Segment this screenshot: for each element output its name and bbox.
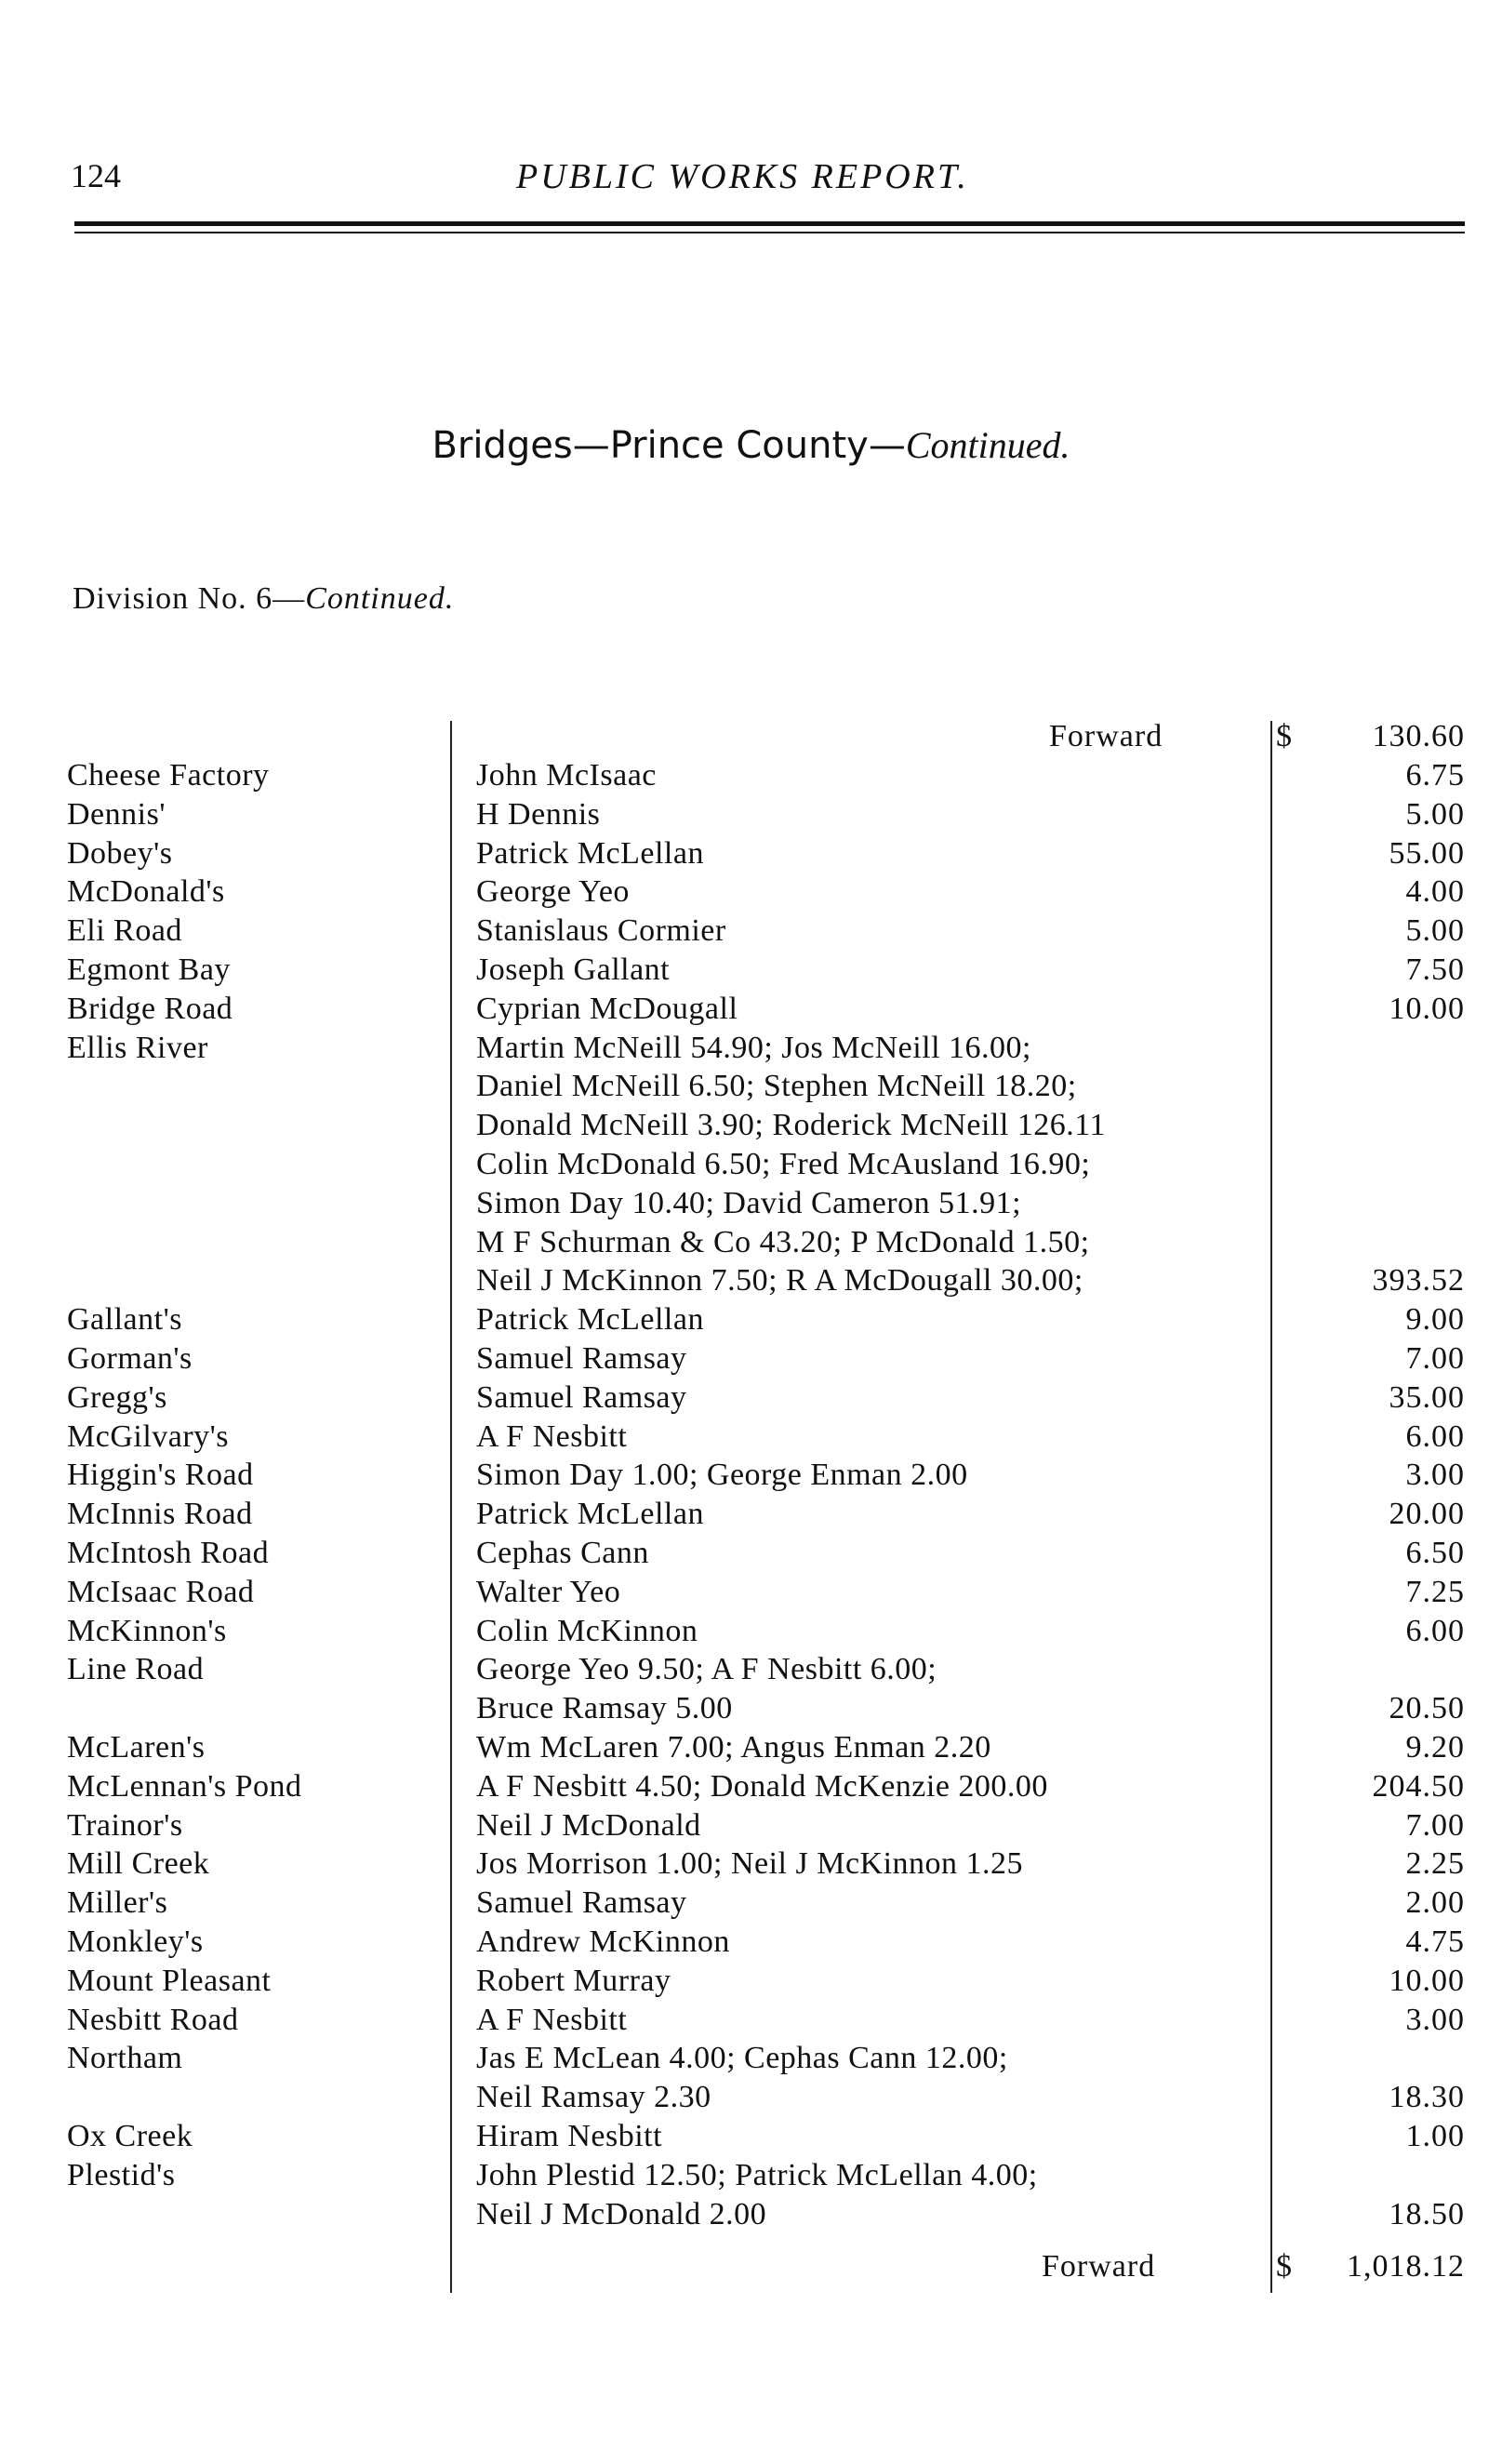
payee-cell: Simon Day 10.40; David Cameron 51.91;: [476, 1186, 1022, 1220]
ledger-row: [0, 1925, 1502, 1964]
amount-cell: 55.00: [1389, 836, 1465, 871]
amount-cell: 10.00: [1389, 1964, 1465, 1998]
forward-top-label: Forward: [1049, 719, 1163, 753]
amount-cell: 6.00: [1405, 1614, 1465, 1648]
payee-cell: Walter Yeo: [476, 1575, 621, 1609]
amount-cell: 2.25: [1405, 1846, 1465, 1881]
ledger-row: [0, 1730, 1502, 1769]
ledger-row: [0, 952, 1502, 992]
payee-cell: Colin McKinnon: [476, 1614, 698, 1648]
forward-top-amount: 130.60: [1372, 719, 1465, 753]
place-cell: Ox Creek: [67, 2119, 193, 2153]
header-rule-thick: [74, 221, 1465, 226]
header-rule-thin: [74, 232, 1465, 233]
amount-cell: 393.52: [1372, 1263, 1465, 1298]
payee-cell: Samuel Ramsay: [476, 1885, 687, 1920]
page-number: 124: [71, 157, 121, 194]
place-cell: Line Road: [67, 1652, 205, 1686]
ledger-row: [0, 1341, 1502, 1380]
ledger-row: [0, 1263, 1502, 1302]
payee-cell: John McIsaac: [476, 758, 657, 792]
amount-cell: 4.00: [1405, 874, 1465, 909]
place-cell: McKinnon's: [67, 1614, 227, 1648]
amount-cell: 7.00: [1405, 1341, 1465, 1376]
amount-cell: 5.00: [1405, 797, 1465, 832]
amount-cell: 9.00: [1405, 1302, 1465, 1337]
ledger-row: [0, 1225, 1502, 1264]
ledger-row: [0, 2197, 1502, 2236]
payee-cell: Cephas Cann: [476, 1536, 649, 1570]
amount-cell: 3.00: [1405, 1458, 1465, 1492]
amount-cell: 9.20: [1405, 1730, 1465, 1765]
payee-cell: Neil J McDonald 2.00: [476, 2197, 767, 2231]
ledger-row: [0, 1769, 1502, 1808]
payee-cell: Colin McDonald 6.50; Fred McAusland 16.90;: [476, 1147, 1091, 1181]
running-title: PUBLIC WORKS REPORT.: [516, 157, 969, 196]
forward-bottom-currency: $: [1276, 2249, 1292, 2284]
payee-cell: A F Nesbitt: [476, 2003, 628, 2037]
amount-cell: 7.50: [1405, 952, 1465, 987]
payee-cell: Jas E McLean 4.00; Cephas Cann 12.00;: [476, 2041, 1008, 2075]
amount-cell: 6.75: [1405, 758, 1465, 792]
place-cell: Gallant's: [67, 1302, 182, 1337]
place-cell: Ellis River: [67, 1031, 208, 1065]
ledger-row: [0, 1186, 1502, 1225]
ledger-row: [0, 2119, 1502, 2158]
payee-cell: Daniel McNeill 6.50; Stephen McNeill 18.20;: [476, 1069, 1077, 1103]
ledger-row: [0, 1614, 1502, 1653]
place-cell: Monkley's: [67, 1925, 204, 1959]
section-continued: Continued.: [905, 424, 1070, 466]
place-cell: Bridge Road: [67, 992, 233, 1026]
forward-bottom-label: Forward: [1042, 2249, 1156, 2284]
place-cell: Higgin's Road: [67, 1458, 254, 1492]
section-title-text: Bridges—Prince County—: [432, 424, 906, 467]
ledger-row: [0, 1147, 1502, 1186]
section-title: [0, 423, 1502, 467]
ledger-row: [0, 1031, 1502, 1070]
ledger-row: [0, 1846, 1502, 1885]
amount-cell: 18.50: [1389, 2197, 1465, 2231]
payee-cell: Robert Murray: [476, 1964, 671, 1998]
payee-cell: Jos Morrison 1.00; Neil J McKinnon 1.25: [476, 1846, 1024, 1881]
ledger-row: [0, 1108, 1502, 1147]
ledger-row: [0, 1808, 1502, 1847]
ledger-row: [0, 2080, 1502, 2119]
payee-cell: Donald McNeill 3.90; Roderick McNeill 126.11: [476, 1108, 1107, 1142]
place-cell: McIsaac Road: [67, 1575, 255, 1609]
amount-cell: 7.25: [1405, 1575, 1465, 1609]
ledger-row: [0, 797, 1502, 836]
ledger-row: [0, 1652, 1502, 1691]
payee-cell: George Yeo 9.50; A F Nesbitt 6.00;: [476, 1652, 937, 1686]
place-cell: McGilvary's: [67, 1419, 230, 1454]
ledger-row: [0, 874, 1502, 913]
ledger-row: [0, 1497, 1502, 1536]
place-cell: Dennis': [67, 797, 166, 832]
payee-cell: A F Nesbitt: [476, 1419, 628, 1454]
amount-cell: 10.00: [1389, 992, 1465, 1026]
amount-cell: 5.00: [1405, 913, 1465, 948]
place-cell: McInnis Road: [67, 1497, 253, 1531]
ledger-row: [0, 2003, 1502, 2042]
division-continued: Continued.: [305, 581, 455, 616]
place-cell: Miller's: [67, 1885, 168, 1920]
place-cell: Plestid's: [67, 2158, 176, 2192]
amount-cell: 35.00: [1389, 1380, 1465, 1415]
amount-cell: 18.30: [1389, 2080, 1465, 2114]
place-cell: Northam: [67, 2041, 183, 2075]
place-cell: McLennan's Pond: [67, 1769, 302, 1804]
payee-cell: Patrick McLellan: [476, 1497, 704, 1531]
place-cell: Mill Creek: [67, 1846, 210, 1881]
payee-cell: John Plestid 12.50; Patrick McLellan 4.00;: [476, 2158, 1038, 2192]
payee-cell: A F Nesbitt 4.50; Donald McKenzie 200.00: [476, 1769, 1048, 1804]
payee-cell: Hiram Nesbitt: [476, 2119, 663, 2153]
amount-cell: 204.50: [1372, 1769, 1465, 1804]
payee-cell: Samuel Ramsay: [476, 1380, 687, 1415]
payee-cell: Patrick McLellan: [476, 836, 704, 871]
place-cell: Gorman's: [67, 1341, 193, 1376]
ledger-row: [0, 1885, 1502, 1925]
payee-cell: H Dennis: [476, 797, 601, 832]
ledger-row: [0, 992, 1502, 1031]
place-cell: Egmont Bay: [67, 952, 231, 987]
amount-cell: 20.50: [1389, 1691, 1465, 1725]
ledger-row: [0, 1458, 1502, 1497]
page-header: [0, 156, 1502, 203]
forward-top-currency: $: [1276, 719, 1292, 753]
payee-cell: Wm McLaren 7.00; Angus Enman 2.20: [476, 1730, 991, 1765]
ledger-row: [0, 1302, 1502, 1341]
payee-cell: Samuel Ramsay: [476, 1341, 687, 1376]
place-cell: Nesbitt Road: [67, 2003, 239, 2037]
ledger-row: [0, 1419, 1502, 1458]
amount-cell: 1.00: [1405, 2119, 1465, 2153]
payee-cell: Stanislaus Cormier: [476, 913, 726, 948]
payee-cell: Andrew McKinnon: [476, 1925, 730, 1959]
place-cell: McDonald's: [67, 874, 225, 909]
payee-cell: Neil J McKinnon 7.50; R A McDougall 30.00;: [476, 1263, 1083, 1298]
payee-cell: Neil J McDonald: [476, 1808, 701, 1843]
ledger-row: [0, 1536, 1502, 1575]
ledger-row: [0, 2041, 1502, 2080]
ledger-row: [0, 2158, 1502, 2197]
amount-cell: 20.00: [1389, 1497, 1465, 1531]
amount-cell: 2.00: [1405, 1885, 1465, 1920]
ledger-row: [0, 758, 1502, 797]
division-heading: [73, 581, 454, 617]
ledger-row: [0, 1069, 1502, 1108]
payee-cell: Martin McNeill 54.90; Jos McNeill 16.00;: [476, 1031, 1032, 1065]
ledger-row: [0, 1380, 1502, 1419]
place-cell: Mount Pleasant: [67, 1964, 272, 1998]
place-cell: Trainor's: [67, 1808, 183, 1843]
amount-cell: 6.50: [1405, 1536, 1465, 1570]
payee-cell: M F Schurman & Co 43.20; P McDonald 1.50;: [476, 1225, 1090, 1259]
payee-cell: Cyprian McDougall: [476, 992, 738, 1026]
amount-cell: 7.00: [1405, 1808, 1465, 1843]
forward-bottom-amount: 1,018.12: [1347, 2249, 1465, 2284]
payee-cell: Bruce Ramsay 5.00: [476, 1691, 733, 1725]
payee-cell: George Yeo: [476, 874, 630, 909]
amount-cell: 6.00: [1405, 1419, 1465, 1454]
division-label: Division No. 6—: [73, 581, 306, 616]
ledger-row: [0, 913, 1502, 952]
ledger-row: [0, 836, 1502, 875]
place-cell: Gregg's: [67, 1380, 167, 1415]
amount-cell: 4.75: [1405, 1925, 1465, 1959]
ledger-row: [0, 1575, 1502, 1614]
place-cell: Cheese Factory: [67, 758, 270, 792]
place-cell: Eli Road: [67, 913, 182, 948]
place-cell: McIntosh Road: [67, 1536, 270, 1570]
ledger-row: [0, 1964, 1502, 2003]
payee-cell: Patrick McLellan: [476, 1302, 704, 1337]
payee-cell: Joseph Gallant: [476, 952, 671, 987]
amount-cell: 3.00: [1405, 2003, 1465, 2037]
payee-cell: Neil Ramsay 2.30: [476, 2080, 711, 2114]
place-cell: Dobey's: [67, 836, 173, 871]
place-cell: McLaren's: [67, 1730, 206, 1765]
payee-cell: Simon Day 1.00; George Enman 2.00: [476, 1458, 968, 1492]
ledger-row: [0, 1691, 1502, 1730]
